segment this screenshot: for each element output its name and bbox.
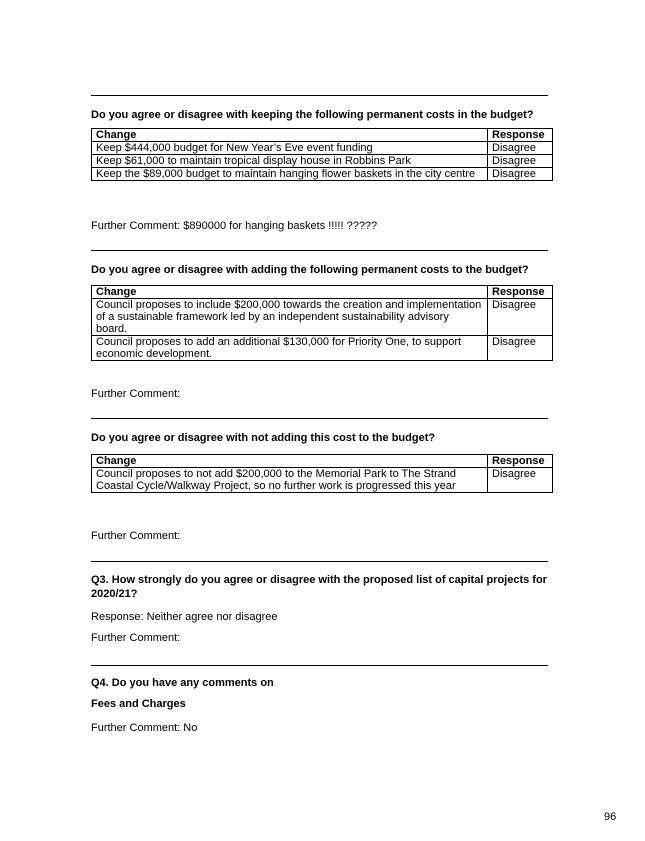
table-header-row	[92, 455, 553, 468]
response-table	[91, 285, 553, 361]
response-cell: Disagree	[488, 168, 553, 181]
question-heading: Do you agree or disagree with not adding this cost to the budget?	[91, 432, 436, 444]
section-divider	[91, 418, 548, 419]
section-divider	[91, 665, 548, 666]
change-cell: Keep the $89,000 budget to maintain hanging flower baskets in the city centre	[92, 168, 488, 181]
further-comment: Further Comment: No	[91, 722, 198, 734]
further-comment: Further Comment: $890000 for hanging baskets !!!!! ?????	[91, 220, 378, 232]
q3-response: Response: Neither agree nor disagree	[91, 611, 278, 623]
change-cell: Council proposes to not add $200,000 to the Memorial Park to The Strand Coastal Cycle/Walkway Project, so no further work is progressed this year	[92, 468, 488, 493]
q4-subheading: Fees and Charges	[91, 698, 186, 710]
section-divider	[91, 95, 548, 96]
response-table	[91, 454, 553, 493]
table-row	[92, 336, 553, 361]
column-header-change: Change	[92, 455, 488, 468]
column-header-response: Response	[488, 286, 553, 299]
table-row	[92, 142, 553, 155]
table-row	[92, 155, 553, 168]
column-header-response: Response	[488, 455, 553, 468]
response-table	[91, 128, 553, 181]
change-cell: Council proposes to add an additional $130,000 for Priority One, to support economic development.	[92, 336, 488, 361]
section-divider	[91, 561, 548, 562]
q3-heading: Q3. How strongly do you agree or disagree with the proposed list of capital projects for 2020/21?	[91, 574, 547, 600]
response-cell: Disagree	[488, 336, 553, 361]
question-heading: Do you agree or disagree with adding the following permanent costs to the budget?	[91, 264, 529, 276]
response-cell: Disagree	[488, 468, 553, 493]
response-cell: Disagree	[488, 155, 553, 168]
column-header-change: Change	[92, 129, 488, 142]
section-divider	[91, 250, 548, 251]
change-cell: Keep $61,000 to maintain tropical display house in Robbins Park	[92, 155, 488, 168]
table-header-row	[92, 129, 553, 142]
table-row	[92, 168, 553, 181]
column-header-response: Response	[488, 129, 553, 142]
further-comment: Further Comment:	[91, 632, 181, 644]
page-number: 96	[604, 811, 617, 823]
table-row	[92, 468, 553, 493]
q4-heading: Q4. Do you have any comments on	[91, 677, 274, 689]
table-header-row	[92, 286, 553, 299]
further-comment: Further Comment:	[91, 530, 181, 542]
further-comment: Further Comment:	[91, 388, 181, 400]
column-header-change: Change	[92, 286, 488, 299]
change-cell: Keep $444,000 budget for New Year’s Eve event funding	[92, 142, 488, 155]
response-cell: Disagree	[488, 299, 553, 336]
table-row	[92, 299, 553, 336]
change-cell: Council proposes to include $200,000 towards the creation and implementation of a sustainable framework led by an independent sustainability advisory board.	[92, 299, 488, 336]
response-cell: Disagree	[488, 142, 553, 155]
question-heading: Do you agree or disagree with keeping the following permanent costs in the budget?	[91, 109, 534, 121]
